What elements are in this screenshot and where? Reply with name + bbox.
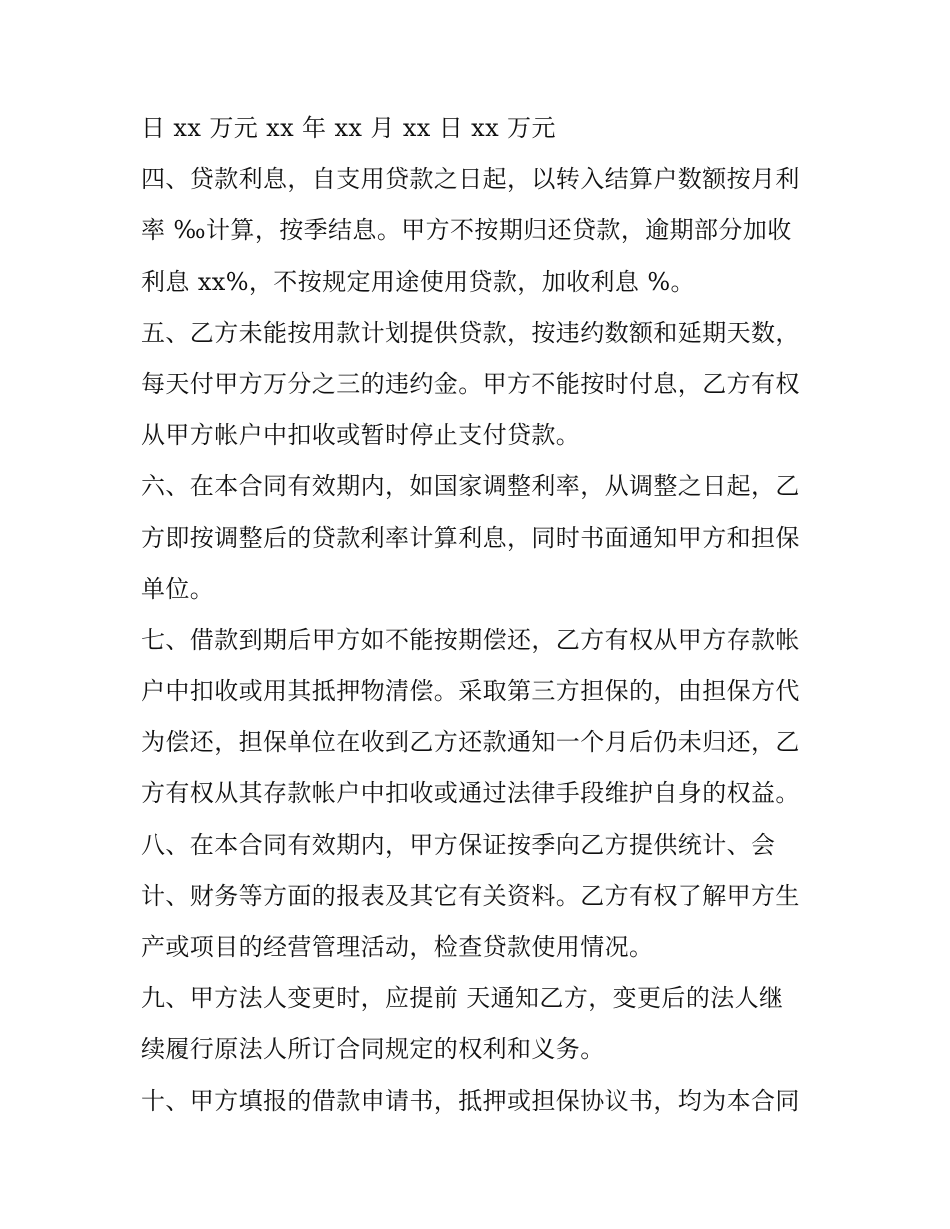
text-line: 利息 xx%，不按规定用途使用贷款，加收利息 %。 — [141, 267, 695, 296]
text-line: 从甲方帐户中扣收或暂时停止支付贷款。 — [141, 421, 581, 450]
text-line: 率 ‰计算，按季结息。甲方不按期归还贷款，逾期部分加收 — [141, 216, 792, 245]
text-line: 五、乙方未能按用款计划提供贷款，按违约数额和延期天数， — [141, 318, 800, 347]
text-line: 户中扣收或用其抵押物清偿。采取第三方担保的，由担保方代 — [141, 677, 800, 706]
contract-text — [141, 103, 821, 1127]
text-line: 每天付甲方万分之三的违约金。甲方不能按时付息，乙方有权 — [141, 369, 800, 398]
text-line: 四、贷款利息，自支用贷款之日起，以转入结算户数额按月利 — [141, 165, 800, 194]
text-line: 方即按调整后的贷款利率计算利息，同时书面通知甲方和担保 — [141, 523, 800, 552]
text-line: 七、借款到期后甲方如不能按期偿还，乙方有权从甲方存款帐 — [141, 625, 800, 654]
text-line: 产或项目的经营管理活动，检查贷款使用情况。 — [141, 933, 654, 961]
text-line: 十、甲方填报的借款申请书，抵押或担保协议书，均为本合同 — [141, 1086, 800, 1115]
text-line: 续履行原法人所订合同规定的权利和义务。 — [141, 1035, 605, 1064]
text-line: 日 xx 万元 xx 年 xx 月 xx 日 xx 万元 — [141, 114, 556, 142]
text-line: 单位。 — [141, 574, 215, 603]
text-line: 八、在本合同有效期内，甲方保证按季向乙方提供统计、会 — [141, 830, 776, 859]
text-line: 九、甲方法人变更时，应提前 天通知乙方，变更后的法人继 — [141, 984, 784, 1013]
text-line: 为偿还，担保单位在收到乙方还款通知一个月后仍未归还，乙 — [141, 728, 800, 757]
text-line: 方有权从其存款帐户中扣收或通过法律手段维护自身的权益。 — [141, 779, 800, 808]
text-line: 六、在本合同有效期内，如国家调整利率，从调整之日起，乙 — [141, 472, 800, 501]
text-line: 计、财务等方面的报表及其它有关资料。乙方有权了解甲方生 — [141, 881, 800, 910]
